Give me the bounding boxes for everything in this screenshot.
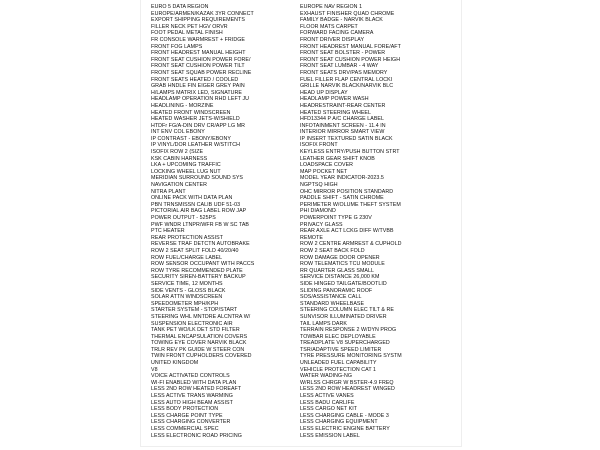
- option-item: SERVICE TIME, 12 MONTHS: [151, 280, 223, 287]
- option-item: SUNVISOR ILLUMINATED DRIVER: [300, 313, 387, 320]
- option-item: MAP POCKET NET: [300, 168, 348, 175]
- option-item: REVERSE TRAF DETCTN AUTOBRAKE: [151, 241, 250, 248]
- option-item: H/LAMPS MATRIX LED, SIGNATURE: [151, 89, 243, 96]
- option-item: REAR AXLE ACT LCKG DIFF W/TVBB: [300, 228, 394, 235]
- option-item: THERMAL ENCAPSULATION COVERS: [151, 333, 248, 340]
- option-item: TREADPLATE V8 SUPERCHARGED: [300, 340, 390, 347]
- option-item: ROW FUEL/CHARGE LABEL: [151, 254, 223, 261]
- option-item: INT ENV COL EBONY: [151, 129, 205, 136]
- option-item: RR QUARTER GLASS SMALL: [300, 267, 375, 274]
- option-item: SIDE HINGED TAILGATE/BOOTLID: [300, 280, 387, 287]
- option-item: ROW SENSOR OCCUPANT WITH PACCS: [151, 261, 255, 268]
- option-item: STARTER SYSTEM - STOP/START: [151, 307, 238, 314]
- option-item: ISOFIX FRONT: [300, 142, 338, 149]
- option-item: TANK PET WO/LK DET STD FILTER: [151, 327, 240, 334]
- option-item: PBN TRNSMISSN CALIB UDF 51-03: [151, 201, 241, 208]
- option-item: FLOOR MATS CARPET: [300, 23, 358, 30]
- option-item: STEERING COLUMN ELEC TILT & RE: [300, 307, 394, 314]
- option-item: HEATED WASHER JETS-W/SHIELD: [151, 116, 240, 123]
- option-item: FRONT SEAT CUSHION POWER HEIGH: [300, 56, 401, 63]
- option-item: ROW TELEMATICS TCU MODULE: [300, 261, 385, 268]
- option-item: FRONT SEAT CUSHION POWER TILT: [151, 63, 245, 70]
- document-page: [140, 0, 462, 447]
- option-item: LESS CHARGING CONVERTER: [151, 419, 231, 426]
- option-item: TERRAIN RESPONSE 2 W/DYN PROG: [300, 327, 397, 334]
- option-item: FOOT PEDAL METAL FINISH: [151, 30, 223, 37]
- option-item: GRILLE NARVIK BLACK/NARVIK BLC: [300, 83, 394, 90]
- option-item: PHI DIAMOND: [300, 208, 336, 215]
- option-item: FRONT DRIVER DISPLAY: [300, 36, 365, 43]
- option-item: PRIVACY GLASS: [300, 221, 343, 228]
- option-item: ROW 2 SEAT SPLIT FOLD 40/20/40: [151, 247, 239, 254]
- option-item: LESS CHARGING CABLE - MODE 3: [300, 412, 389, 419]
- option-item: HTDFr FG/A-DIN DRV CR/APP LG MR: [151, 122, 246, 129]
- option-item: HEADLINING - MORZINE: [151, 102, 214, 109]
- option-item: FRONT HEADREST MANUAL HEIGHT: [151, 50, 246, 57]
- option-item: MERIDIAN SURROUND SOUND SYS: [151, 175, 243, 182]
- option-item: REMOTE: [300, 234, 323, 241]
- option-item: EURO 5 DATA REGION: [151, 4, 209, 10]
- option-item: LESS ELECTRIC ENGINE BATTERY: [300, 426, 390, 432]
- option-item: FORWARD FACING CAMERA: [300, 30, 374, 37]
- option-item: HEADRESTRAINT-REAR CENTER: [300, 102, 386, 109]
- option-item: NGPTSQ HIGH: [300, 182, 338, 189]
- option-item: LOCKING WHEEL LUG NUT: [151, 168, 221, 175]
- option-item: FRONT HEADREST MANUAL FORE/AFT: [300, 43, 401, 50]
- option-item: HEADLAMP POWER WASH: [300, 96, 369, 103]
- option-list-right: [300, 4, 402, 439]
- option-item: IP VINYL/DOR LEATHER W/STITCH: [151, 142, 240, 149]
- option-item: STANDARD WHEELBASE: [300, 300, 365, 307]
- option-item: MODEL YEAR INDICATOR-2023.5: [300, 175, 384, 182]
- option-item: TOWBAR ELEC DEPLOYABLE: [300, 333, 376, 340]
- option-item: ROW TYRE RECOMMENDED PLATE: [151, 267, 243, 274]
- option-item: KEYLESS ENTRY/PUSH BUTTON STRT: [300, 149, 400, 156]
- option-item: FRONT FOG LAMPS: [151, 43, 203, 50]
- option-item: FR CONSOLE WARMREST + FRIDGE: [151, 36, 245, 43]
- option-item: LESS COMMERCIAL SPEC: [151, 426, 219, 432]
- option-item: V8: [151, 366, 158, 373]
- option-item: LESS AUTO HIGH BEAM ASSIST: [151, 399, 233, 406]
- option-item: FRONT SEAT SQUAB POWER RECLINE: [151, 69, 252, 76]
- option-item: SLIDING PANORAMIC ROOF: [300, 287, 373, 294]
- option-item: WATER WADING-NG: [300, 373, 353, 380]
- option-item: STEERING WHL MNTDRE ALCNTRA W/: [151, 313, 251, 320]
- option-item: HEAD UP DISPLAY: [300, 89, 348, 96]
- option-item: OHC MIRROR POSITION STANDARD: [300, 188, 394, 195]
- option-item: LESS CARGO NET KIT: [300, 406, 358, 413]
- option-item: PERIMETER W/OLUME THEFT SYSTEM: [300, 201, 401, 208]
- option-item: FAMILY BADGE - NARVIK BLACK: [300, 17, 383, 24]
- option-item: FILLER NECK PET HGV ORVR: [151, 23, 228, 30]
- option-item: W/RLSS CHRGR W BSTER-4.9 FREQ: [300, 379, 394, 386]
- option-item: FRONT SEAT LUMBAR - 4 WAY: [300, 63, 379, 70]
- option-item: HEATED FRONT WINDSCREEN: [151, 109, 231, 116]
- option-item: EUROPE NAV REGION 1: [300, 4, 363, 10]
- option-item: PICTORIAL AIR BAG LABEL ROW JAP: [151, 208, 247, 215]
- option-item: UNLEADED FUEL CAPABILITY: [300, 360, 377, 367]
- option-item: ONLINE PACK WITH DATA PLAN: [151, 195, 233, 202]
- option-item: HFD13344 P A/C CHARGE LABEL: [300, 116, 384, 123]
- option-item: EXHAUST FINISHER QUAD CHROME: [300, 10, 395, 17]
- option-item: HEADLAMP OPERATION RHD LEFT JU: [151, 96, 250, 103]
- option-item: PWF WNDR LTNPR/WFR FB W SC TAB: [151, 221, 250, 228]
- option-item: KSK CABIN HARNESS: [151, 155, 208, 162]
- option-item: FRONT SEAT CUSHION POWER FORE/: [151, 56, 251, 63]
- option-item: LESS CHARGING EQUIPMENT: [300, 419, 378, 426]
- option-item: NITRA PLANT: [151, 188, 186, 195]
- option-item: REAR PROTECTION ASSIST: [151, 234, 224, 241]
- option-item: SUSPENSION ELECTRONIC AIR: [151, 320, 233, 327]
- option-list-left: [151, 4, 254, 439]
- option-item: NAVIGATION CENTER: [151, 182, 207, 189]
- option-item: ISOFIX ROW 2 (SIZE: [151, 149, 204, 156]
- option-item: FRONT SEAT BOLSTER - POWER: [300, 50, 386, 57]
- option-item: IP INSERT TEXTURED SATIN BLACK: [300, 135, 393, 142]
- option-item: LESS ACTIVE TRANS WARMING: [151, 393, 233, 400]
- option-item: INFOTAINMENT SCREEN - 11.4 IN: [300, 122, 386, 129]
- option-item: SOS/ASSISTANCE CALL: [300, 294, 362, 301]
- option-item: EXPORT SHIPPING REQUIREMENTS: [151, 17, 245, 24]
- option-item: TRLR REV PK GUIDE W STEER CON: [151, 346, 245, 353]
- option-item: LESS CHARGE POINT TYPE: [151, 412, 223, 419]
- option-item: SIDE VENTS - GLOSS BLACK: [151, 287, 226, 294]
- option-item: VOICE ACTIVATED CONTROLS: [151, 373, 230, 380]
- option-item: ROW 2 CENTRE ARMREST & CUPHOLD: [300, 241, 402, 248]
- option-item: LESS ACTIVE VANES: [300, 393, 354, 400]
- option-item: INTERIOR MIRROR SMART VIEW: [300, 129, 385, 136]
- option-item: TOWING EYE COVER NARVIK BLACK: [151, 340, 247, 347]
- option-item: TWIN FRONT CUPHOLDERS COVERED: [151, 353, 252, 360]
- option-item: LESS BODY PROTECTION: [151, 406, 219, 413]
- option-item: LESS BADU CARLIFE: [300, 399, 355, 406]
- option-item: SECURITY SIREN-BATTERY BACKUP: [151, 274, 246, 281]
- option-item: FRONT SEATS HEATED / COOLED: [151, 76, 239, 83]
- option-item: TAIL LAMPS DARK: [300, 320, 347, 327]
- option-item: VEHICLE PROTECTION CAT 1: [300, 366, 377, 373]
- option-item: FUEL FILLER FLAP CENTRAL LOCKI: [300, 76, 393, 83]
- option-item: HEATED STEERING WHEEL: [300, 109, 371, 116]
- option-item: TYRE PRESSURE MONITORING SYSTM: [300, 353, 402, 360]
- option-item: UNITED KINGDOM: [151, 360, 199, 367]
- option-item: LESS EMISSION LABEL: [300, 432, 360, 439]
- option-item: PTC HEATER: [151, 228, 185, 235]
- option-item: LESS 2ND ROW HEATED FOREAFT: [151, 386, 242, 393]
- option-item: LEATHER GEAR SHIFT KNOB: [300, 155, 375, 162]
- option-item: ROW 2 SEAT BACK FOLD: [300, 247, 365, 254]
- option-item: POWERPOINT TYPE G 230V: [300, 215, 372, 221]
- option-item: LKA + UPCOMING TRAFFIC: [151, 162, 221, 169]
- option-item: PADDLE SHIFT - SATIN CHROME: [300, 195, 384, 202]
- option-item: FRONT SEATS DRV/PAS MEMORY: [300, 69, 388, 76]
- option-item: SERVICE DISTANCE 26,000 KM: [300, 274, 380, 281]
- option-item: WI-FI ENABLED WITH DATA PLAN: [151, 379, 237, 386]
- option-item: SPEEDOMETER MPH/KPH: [151, 300, 219, 307]
- option-item: ROW DAMAGE DOOR OPENER: [300, 254, 380, 261]
- option-item: IP CONTRAST - EBONY/EBONY: [151, 135, 231, 142]
- option-item: TSR/ADAPTIVE SPEED LIMITER: [300, 346, 382, 353]
- option-item: LESS ELECTRONIC ROAD PRICING: [151, 432, 242, 439]
- option-item: LESS 2ND ROW HEADREST WINGED: [300, 386, 395, 393]
- option-item: SOLAR ATTN WINDSCREEN: [151, 294, 223, 301]
- option-item: GRAB HNDLE FIN EIGER GREY PAIN: [151, 83, 245, 90]
- option-item: LOADSPACE COVER: [300, 162, 354, 169]
- option-item: EUROPE/ARMEN/KAZAK 3YR CONNECT: [151, 10, 254, 17]
- option-item: POWER OUTPUT - 525PS: [151, 215, 216, 221]
